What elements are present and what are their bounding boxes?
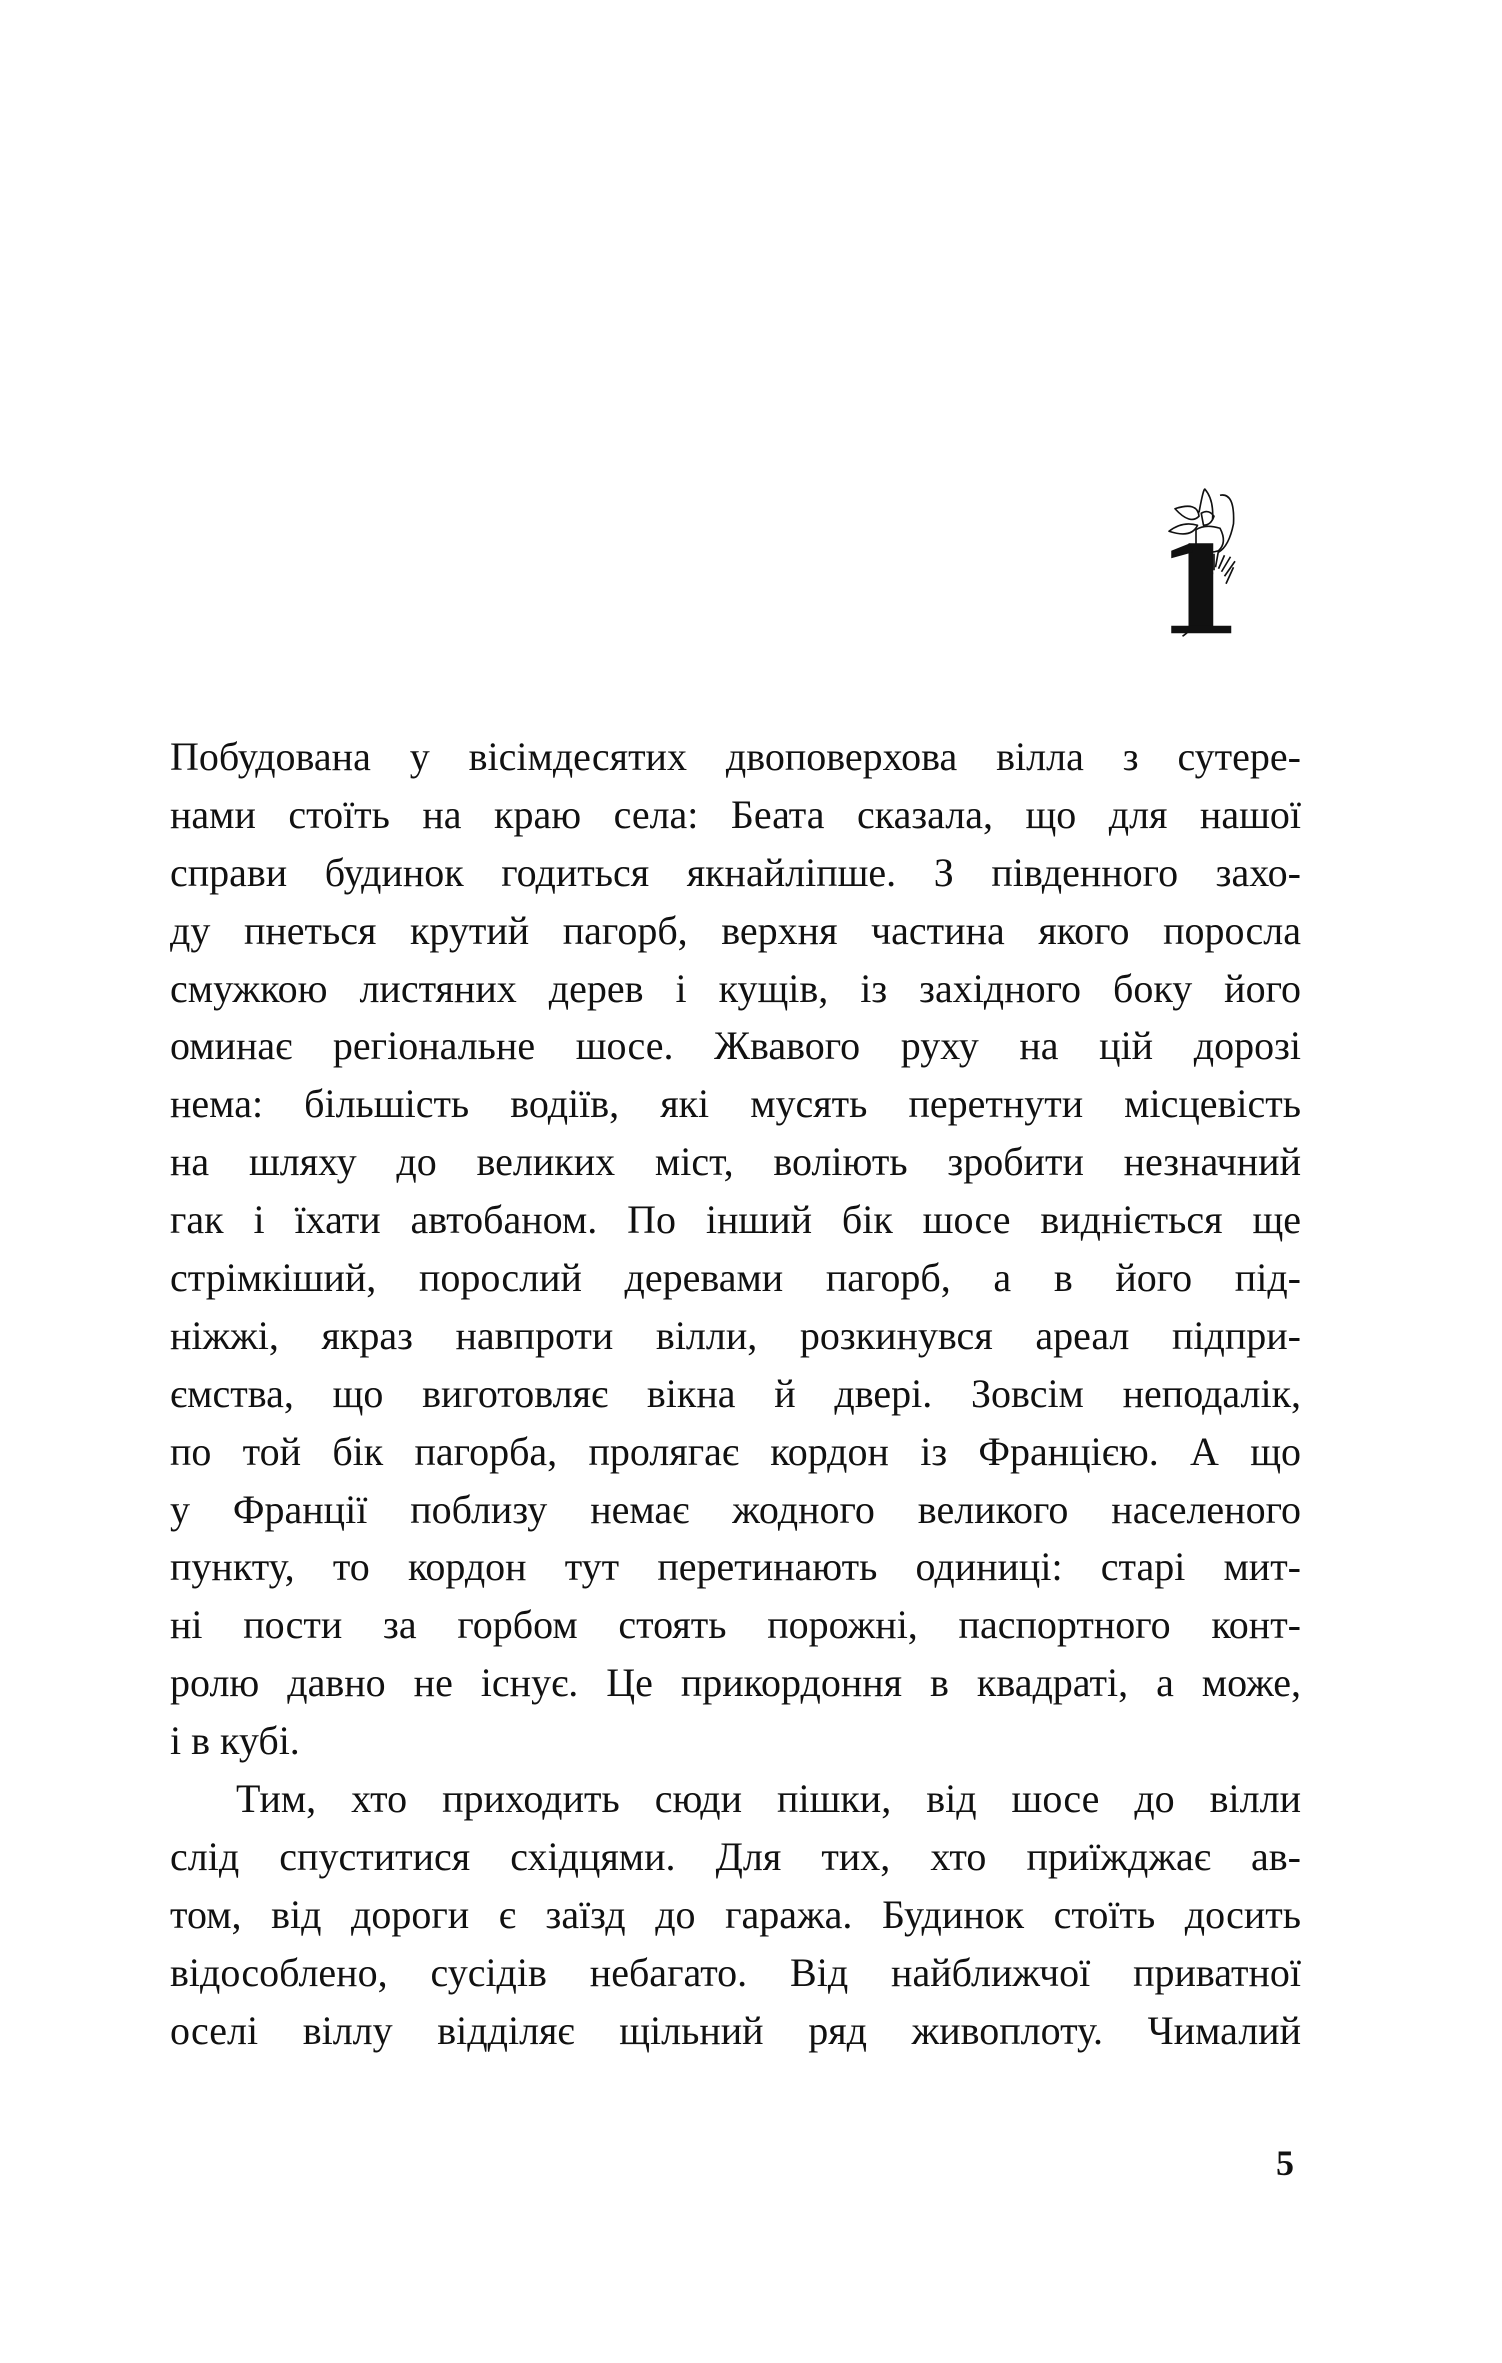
text-line: пункту, то кордон тут перетинають одиниці: старі мит- bbox=[170, 1544, 1301, 1590]
text-line: Побудована у вісімдесятих двоповерхова вілла з сутере- bbox=[170, 734, 1301, 779]
body-text bbox=[170, 728, 1301, 2059]
text-line: стрімкіший, порослий деревами пагорб, а в його під- bbox=[170, 1255, 1301, 1301]
text-line: ні пости за горбом стоять порожні, паспортного конт- bbox=[170, 1602, 1301, 1648]
flower-icon bbox=[1130, 455, 1280, 675]
text-line: на шляху до великих міст, воліють зробити незначний bbox=[170, 1139, 1301, 1185]
text-line: гак і їхати автобаном. По інший бік шосе видніється ще bbox=[170, 1197, 1301, 1243]
text-line: смужкою листяних дерев і кущів, із західного боку його bbox=[170, 965, 1301, 1011]
text-line: ролю давно не існує. Це прикордоння в квадраті, а може, bbox=[170, 1660, 1301, 1706]
text-line: ємства, що виготовляє вікна й двері. Зовсім неподалік, bbox=[170, 1370, 1301, 1416]
text-line: відособлено, сусідів небагато. Від найближчої приватної bbox=[170, 1949, 1301, 1995]
chapter-heading bbox=[1130, 455, 1280, 675]
text-line: оселі віллу відділяє щільний ряд живоплоту. Чималий bbox=[170, 2007, 1301, 2053]
text-line: ду пнеться крутий пагорб, верхня частина якого поросла bbox=[170, 907, 1301, 953]
text-line: справи будинок годиться якнайліпше. З південного захо- bbox=[170, 849, 1301, 895]
text-line: і в кубі. bbox=[170, 1718, 300, 1764]
paragraph-1 bbox=[170, 728, 1301, 1770]
text-line: по той бік пагорба, пролягає кордон із Францією. А що bbox=[170, 1428, 1301, 1474]
page-number: 5 bbox=[1276, 2143, 1294, 2183]
text-line: оминає регіональне шосе. Жвавого руху на цій дорозі bbox=[170, 1023, 1301, 1069]
text-line: нема: більшість водіїв, які мусять перетнути місцевість bbox=[170, 1081, 1301, 1127]
text-line: том, від дороги є заїзд до гаража. Будинок стоїть досить bbox=[170, 1891, 1301, 1937]
text-line: нами стоїть на краю села: Беата сказала, що для нашої bbox=[170, 791, 1301, 837]
text-line: ніжжі, якраз навпроти вілли, розкинувся ареал підпри- bbox=[170, 1312, 1301, 1358]
text-line: у Франції поблизу немає жодного великого населеного bbox=[170, 1486, 1301, 1532]
text-line: Тим, хто приходить сюди пішки, від шосе до вілли bbox=[236, 1776, 1301, 1822]
paragraph-2 bbox=[170, 1770, 1301, 2059]
text-line: слід спуститися східцями. Для тих, хто приїжджає ав- bbox=[170, 1833, 1301, 1879]
